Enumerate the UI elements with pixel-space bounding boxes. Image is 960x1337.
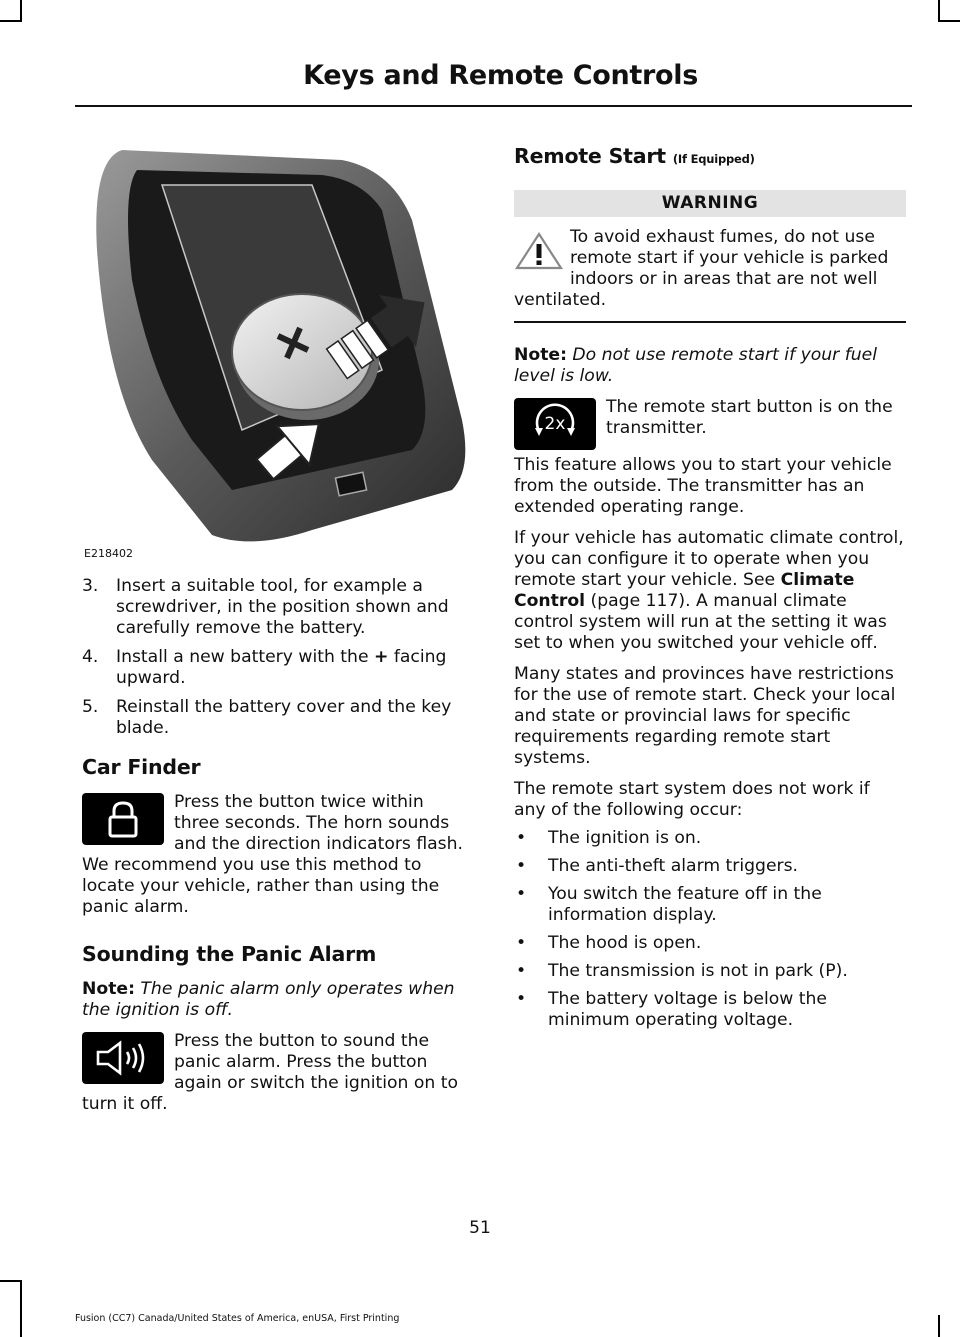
page-number: 51 (469, 1218, 491, 1238)
warning-body (514, 227, 906, 311)
figure-code: E218402 (84, 547, 133, 560)
list-item (514, 856, 906, 877)
step-text: Insert a suitable tool, for example a screwdriver, in the position shown and carefully remove the battery. (116, 576, 449, 638)
remote-start-heading (514, 146, 906, 170)
bullet: • (516, 884, 527, 904)
crop-mark (0, 20, 22, 22)
car-finder-block (82, 792, 474, 918)
step-number: 4. (82, 647, 99, 667)
crop-mark (0, 1280, 22, 1282)
list-item (82, 697, 474, 739)
crop-mark (938, 1315, 940, 1337)
right-column (514, 146, 906, 1038)
bullet: • (516, 933, 527, 953)
warning-divider (514, 321, 906, 323)
step-number: 3. (82, 576, 99, 596)
remote-button-text: The remote start button is on the transmitter. (606, 397, 893, 438)
remote-icon-label: 2x (544, 414, 566, 434)
lock-icon (82, 793, 164, 845)
car-finder-text: Press the button twice within three seconds. The horn sounds and the direction indicators flash. We recommend you use this method to locate your vehicle, rather than using the panic alarm. (82, 792, 463, 917)
bullet: • (516, 828, 527, 848)
paragraph-text: If your vehicle has automatic climate control, you can configure it to operate when you remote start your vehicle. See (514, 528, 904, 590)
battery-steps (82, 576, 474, 739)
note-label: Note: (82, 979, 135, 999)
bullet: • (516, 989, 527, 1009)
step-text: facing upward. (116, 647, 447, 688)
warning-triangle-icon (514, 231, 564, 271)
panic-block (82, 1031, 474, 1115)
panic-alarm-heading: Sounding the Panic Alarm (82, 942, 377, 966)
list-item (514, 961, 906, 982)
bullet: • (516, 961, 527, 981)
left-column (82, 576, 474, 1115)
list-item (514, 933, 906, 954)
horn-speaker-icon (82, 1032, 164, 1084)
bullet-text: The ignition is on. (548, 828, 702, 848)
car-finder-heading: Car Finder (82, 755, 201, 779)
list-item (514, 884, 906, 926)
header-divider (75, 105, 912, 107)
crop-mark (938, 0, 940, 22)
note-text: Do not use remote start if your fuel level is low. (514, 345, 877, 386)
paragraph: Many states and provinces have restrictions for the use of remote start. Check your local and state or provincial laws for specific requirements regarding remote start systems. (514, 664, 896, 768)
step-text: Install a new battery with the (116, 647, 374, 667)
note-label: Note: (514, 345, 567, 365)
step-text: Reinstall the battery cover and the key blade. (116, 697, 452, 738)
remote-button-block (514, 397, 906, 439)
list-item (514, 828, 906, 849)
crop-mark (20, 0, 22, 22)
note-text: The panic alarm only operates when the ignition is off. (82, 979, 455, 1020)
key-fob-battery-image (82, 130, 474, 562)
warning-label: WARNING (514, 190, 906, 217)
key-fob-battery-illustration (82, 130, 474, 562)
footer-text: Fusion (CC7) Canada/United States of America, enUSA, First Printing (75, 1313, 400, 1324)
warning-block (514, 190, 906, 323)
bullet-text: The battery voltage is below the minimum operating voltage. (548, 989, 828, 1030)
list-item (82, 647, 474, 689)
heading-qualifier: (If Equipped) (672, 152, 755, 166)
paragraph: The remote start system does not work if any of the following occur: (514, 779, 870, 820)
plus-symbol: + (373, 647, 389, 667)
remote-note (514, 345, 906, 387)
step-number: 5. (82, 697, 99, 717)
paragraph-text: (page 117). A manual climate control system will run at the setting it was set to when you switched your vehicle off. (514, 591, 887, 653)
remote-start-conditions (514, 828, 906, 1031)
bullet-text: The hood is open. (548, 933, 702, 953)
list-item (514, 989, 906, 1031)
remote-start-2x-icon (514, 398, 596, 450)
warning-text: To avoid exhaust fumes, do not use remote start if your vehicle is parked indoors or in areas that are not well ventilated. (514, 227, 889, 310)
panic-text: Press the button to sound the panic alarm. Press the button again or switch the ignition on to turn it off. (82, 1031, 459, 1114)
panic-note (82, 979, 474, 1021)
climate-control-link[interactable]: Climate Control (514, 570, 855, 611)
bullet-text: The anti-theft alarm triggers. (548, 856, 798, 876)
crop-mark (20, 1280, 22, 1337)
bullet-text: The transmission is not in park (P). (548, 961, 848, 981)
bullet-text: You switch the feature off in the information display. (548, 884, 822, 925)
heading-text: Remote Start (514, 144, 666, 168)
paragraph (514, 528, 906, 654)
page-title: Keys and Remote Controls (303, 60, 698, 91)
crop-mark (938, 20, 960, 22)
list-item (82, 576, 474, 639)
paragraph: This feature allows you to start your vehicle from the outside. The transmitter has an extended operating range. (514, 455, 892, 517)
bullet: • (516, 856, 527, 876)
